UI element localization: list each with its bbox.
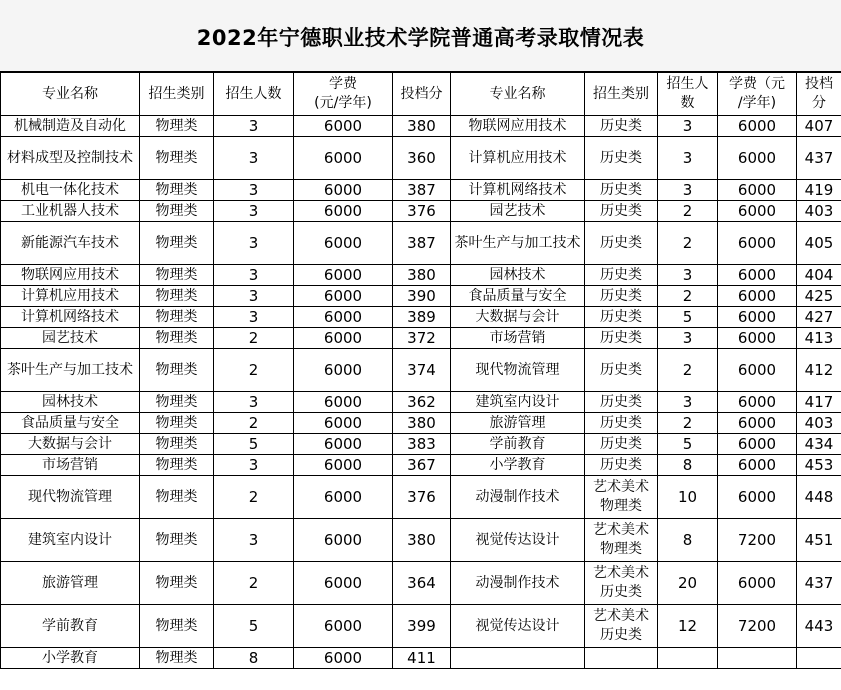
table-cell: 387 xyxy=(393,222,451,265)
table-cell: 427 xyxy=(797,307,841,328)
table-cell: 动漫制作技术 xyxy=(451,562,585,605)
table-cell: 园林技术 xyxy=(1,392,140,413)
table-cell: 3 xyxy=(214,265,294,286)
column-header: 专业名称 xyxy=(451,73,585,116)
table-cell: 6000 xyxy=(718,201,797,222)
table-row xyxy=(1,137,841,180)
table-cell: 6000 xyxy=(294,392,393,413)
table-cell: 旅游管理 xyxy=(1,562,140,605)
table-cell: 物理类 xyxy=(140,349,214,392)
table-cell: 历史类 xyxy=(585,286,658,307)
table-cell: 6000 xyxy=(718,413,797,434)
table-cell: 6000 xyxy=(294,201,393,222)
table-cell: 389 xyxy=(393,307,451,328)
table-cell: 机电一体化技术 xyxy=(1,180,140,201)
table-cell: 物理类 xyxy=(140,265,214,286)
table-cell: 市场营销 xyxy=(451,328,585,349)
table-cell: 食品质量与安全 xyxy=(451,286,585,307)
table-cell: 历史类 xyxy=(585,413,658,434)
table-cell: 6000 xyxy=(294,286,393,307)
table-cell: 362 xyxy=(393,392,451,413)
table-row xyxy=(1,392,841,413)
table-cell: 360 xyxy=(393,137,451,180)
table-cell: 计算机应用技术 xyxy=(451,137,585,180)
column-header: 投档分 xyxy=(393,73,451,116)
table-cell: 380 xyxy=(393,519,451,562)
table-cell: 历史类 xyxy=(585,392,658,413)
table-cell: 6000 xyxy=(718,222,797,265)
table-cell: 历史类 xyxy=(585,201,658,222)
table-cell: 食品质量与安全 xyxy=(1,413,140,434)
table-cell xyxy=(718,648,797,669)
table-row xyxy=(1,413,841,434)
table-cell: 视觉传达设计 xyxy=(451,605,585,648)
table-cell: 2 xyxy=(214,476,294,519)
table-cell: 376 xyxy=(393,201,451,222)
table-cell: 动漫制作技术 xyxy=(451,476,585,519)
table-cell: 372 xyxy=(393,328,451,349)
table-cell: 443 xyxy=(797,605,841,648)
table-cell: 计算机网络技术 xyxy=(1,307,140,328)
table-cell: 历史类 xyxy=(585,455,658,476)
table-cell: 376 xyxy=(393,476,451,519)
table-cell: 3 xyxy=(214,137,294,180)
table-cell: 390 xyxy=(393,286,451,307)
table-cell: 6000 xyxy=(718,116,797,137)
table-cell: 3 xyxy=(658,265,718,286)
table-cell: 物理类 xyxy=(140,137,214,180)
table-cell: 437 xyxy=(797,562,841,605)
table-cell: 6000 xyxy=(294,307,393,328)
table-cell: 建筑室内设计 xyxy=(451,392,585,413)
table-cell: 艺术美术 物理类 xyxy=(585,519,658,562)
table-cell: 物理类 xyxy=(140,519,214,562)
table-cell: 5 xyxy=(214,434,294,455)
table-cell: 历史类 xyxy=(585,222,658,265)
table-cell: 历史类 xyxy=(585,137,658,180)
table-cell: 6000 xyxy=(294,519,393,562)
table-cell: 大数据与会计 xyxy=(451,307,585,328)
table-cell: 448 xyxy=(797,476,841,519)
table-cell: 417 xyxy=(797,392,841,413)
table-cell: 8 xyxy=(658,519,718,562)
table-cell: 6000 xyxy=(294,605,393,648)
table-cell: 小学教育 xyxy=(451,455,585,476)
table-cell: 6000 xyxy=(718,455,797,476)
table-cell: 6000 xyxy=(718,307,797,328)
table-cell: 6000 xyxy=(294,476,393,519)
table-cell: 2 xyxy=(214,413,294,434)
table-cell: 3 xyxy=(214,201,294,222)
table-cell: 2 xyxy=(658,222,718,265)
table-cell: 茶叶生产与加工技术 xyxy=(451,222,585,265)
table-cell: 407 xyxy=(797,116,841,137)
table-cell: 物理类 xyxy=(140,476,214,519)
table-cell: 6000 xyxy=(294,413,393,434)
table-cell: 413 xyxy=(797,328,841,349)
table-row xyxy=(1,476,841,519)
table-cell: 历史类 xyxy=(585,307,658,328)
table-cell: 411 xyxy=(393,648,451,669)
column-header: 招生人数 xyxy=(214,73,294,116)
table-cell: 6000 xyxy=(718,180,797,201)
table-cell: 12 xyxy=(658,605,718,648)
table-cell: 3 xyxy=(214,307,294,328)
table-cell: 6000 xyxy=(718,328,797,349)
table-cell: 工业机器人技术 xyxy=(1,201,140,222)
table-cell: 3 xyxy=(658,328,718,349)
table-cell: 茶叶生产与加工技术 xyxy=(1,349,140,392)
table-cell: 7200 xyxy=(718,605,797,648)
table-row xyxy=(1,562,841,605)
table-row xyxy=(1,455,841,476)
table-cell: 小学教育 xyxy=(1,648,140,669)
table-cell: 10 xyxy=(658,476,718,519)
table-cell: 物理类 xyxy=(140,286,214,307)
table-cell: 物理类 xyxy=(140,328,214,349)
table-cell: 6000 xyxy=(718,434,797,455)
table-cell: 物理类 xyxy=(140,648,214,669)
table-cell xyxy=(797,648,841,669)
table-cell: 3 xyxy=(214,180,294,201)
table-cell: 园艺技术 xyxy=(1,328,140,349)
table-cell: 3 xyxy=(214,519,294,562)
table-cell: 历史类 xyxy=(585,349,658,392)
table-row xyxy=(1,349,841,392)
table-cell: 学前教育 xyxy=(1,605,140,648)
admission-table xyxy=(0,72,841,669)
table-cell: 材料成型及控制技术 xyxy=(1,137,140,180)
table-cell: 6000 xyxy=(718,392,797,413)
table-cell: 2 xyxy=(658,349,718,392)
table-cell: 2 xyxy=(214,562,294,605)
table-row xyxy=(1,434,841,455)
table-cell: 6000 xyxy=(294,648,393,669)
table-cell: 建筑室内设计 xyxy=(1,519,140,562)
table-cell: 5 xyxy=(658,307,718,328)
table-cell: 6000 xyxy=(294,434,393,455)
table-cell: 物理类 xyxy=(140,392,214,413)
table-cell: 451 xyxy=(797,519,841,562)
table-cell: 物理类 xyxy=(140,562,214,605)
table-cell: 3 xyxy=(658,392,718,413)
table-cell: 历史类 xyxy=(585,116,658,137)
table-cell: 6000 xyxy=(294,180,393,201)
table-cell: 374 xyxy=(393,349,451,392)
table-cell: 399 xyxy=(393,605,451,648)
table-cell: 新能源汽车技术 xyxy=(1,222,140,265)
table-cell: 6000 xyxy=(718,562,797,605)
table-cell: 380 xyxy=(393,413,451,434)
table-cell: 383 xyxy=(393,434,451,455)
table-cell: 视觉传达设计 xyxy=(451,519,585,562)
table-cell xyxy=(585,648,658,669)
table-cell: 367 xyxy=(393,455,451,476)
table-cell: 425 xyxy=(797,286,841,307)
table-cell: 6000 xyxy=(718,476,797,519)
table-cell: 405 xyxy=(797,222,841,265)
table-cell: 物理类 xyxy=(140,201,214,222)
table-cell: 物理类 xyxy=(140,180,214,201)
table-cell: 2 xyxy=(214,349,294,392)
column-header: 招生类别 xyxy=(140,73,214,116)
table-cell: 艺术美术 历史类 xyxy=(585,562,658,605)
table-cell: 3 xyxy=(214,286,294,307)
table-cell: 物理类 xyxy=(140,605,214,648)
table-cell: 6000 xyxy=(294,222,393,265)
column-header: 招生类别 xyxy=(585,73,658,116)
table-cell: 物理类 xyxy=(140,307,214,328)
table-cell: 现代物流管理 xyxy=(451,349,585,392)
table-row xyxy=(1,286,841,307)
table-cell: 园林技术 xyxy=(451,265,585,286)
table-cell: 机械制造及自动化 xyxy=(1,116,140,137)
table-cell xyxy=(451,648,585,669)
table-row xyxy=(1,265,841,286)
table-cell: 2 xyxy=(658,286,718,307)
column-header: 投档 分 xyxy=(797,73,841,116)
table-cell: 403 xyxy=(797,413,841,434)
title-bar xyxy=(0,0,841,72)
table-cell: 历史类 xyxy=(585,328,658,349)
table-cell: 3 xyxy=(214,222,294,265)
table-cell: 物理类 xyxy=(140,116,214,137)
table-cell: 3 xyxy=(658,116,718,137)
table-cell: 434 xyxy=(797,434,841,455)
table-row xyxy=(1,222,841,265)
column-header: 学费（元 /学年) xyxy=(718,73,797,116)
table-cell: 计算机应用技术 xyxy=(1,286,140,307)
table-cell: 2 xyxy=(658,413,718,434)
table-cell: 物联网应用技术 xyxy=(1,265,140,286)
table-row xyxy=(1,519,841,562)
table-header-row xyxy=(1,73,841,116)
table-cell: 6000 xyxy=(718,349,797,392)
table-cell: 3 xyxy=(214,116,294,137)
table-cell: 历史类 xyxy=(585,265,658,286)
table-cell: 8 xyxy=(658,455,718,476)
table-row xyxy=(1,328,841,349)
table-cell: 380 xyxy=(393,116,451,137)
table-cell: 3 xyxy=(214,392,294,413)
table-cell: 市场营销 xyxy=(1,455,140,476)
table-cell: 6000 xyxy=(718,137,797,180)
column-header: 学费 (元/学年) xyxy=(294,73,393,116)
table-row xyxy=(1,201,841,222)
table-cell: 419 xyxy=(797,180,841,201)
table-cell xyxy=(658,648,718,669)
table-row xyxy=(1,180,841,201)
table-cell: 6000 xyxy=(294,137,393,180)
table-cell: 2 xyxy=(214,328,294,349)
table-cell: 20 xyxy=(658,562,718,605)
table-cell: 物联网应用技术 xyxy=(451,116,585,137)
table-row xyxy=(1,307,841,328)
column-header: 招生人 数 xyxy=(658,73,718,116)
table-cell: 412 xyxy=(797,349,841,392)
table-row xyxy=(1,648,841,669)
table-cell: 现代物流管理 xyxy=(1,476,140,519)
table-cell: 380 xyxy=(393,265,451,286)
table-cell: 6000 xyxy=(294,116,393,137)
table-cell: 404 xyxy=(797,265,841,286)
table-cell: 物理类 xyxy=(140,455,214,476)
table-cell: 403 xyxy=(797,201,841,222)
table-cell: 大数据与会计 xyxy=(1,434,140,455)
table-cell: 艺术美术 历史类 xyxy=(585,605,658,648)
table-row xyxy=(1,605,841,648)
table-cell: 364 xyxy=(393,562,451,605)
page-title: 2022年宁德职业技术学院普通高考录取情况表 xyxy=(196,25,645,50)
table-cell: 历史类 xyxy=(585,434,658,455)
table-cell: 453 xyxy=(797,455,841,476)
table-cell: 3 xyxy=(214,455,294,476)
table-cell: 物理类 xyxy=(140,222,214,265)
table-cell: 6000 xyxy=(294,328,393,349)
table-cell: 6000 xyxy=(294,265,393,286)
table-cell: 387 xyxy=(393,180,451,201)
table-cell: 6000 xyxy=(294,349,393,392)
column-header: 专业名称 xyxy=(1,73,140,116)
table-cell: 7200 xyxy=(718,519,797,562)
table-cell: 艺术美术 物理类 xyxy=(585,476,658,519)
table-cell: 5 xyxy=(658,434,718,455)
table-row xyxy=(1,116,841,137)
table-body xyxy=(1,116,841,669)
table-cell: 3 xyxy=(658,180,718,201)
table-cell: 437 xyxy=(797,137,841,180)
table-cell: 3 xyxy=(658,137,718,180)
table-cell: 物理类 xyxy=(140,434,214,455)
table-cell: 6000 xyxy=(718,286,797,307)
table-cell: 园艺技术 xyxy=(451,201,585,222)
table-cell: 6000 xyxy=(294,562,393,605)
table-cell: 旅游管理 xyxy=(451,413,585,434)
table-cell: 计算机网络技术 xyxy=(451,180,585,201)
table-cell: 学前教育 xyxy=(451,434,585,455)
table-cell: 6000 xyxy=(718,265,797,286)
table-cell: 物理类 xyxy=(140,413,214,434)
table-cell: 5 xyxy=(214,605,294,648)
table-cell: 历史类 xyxy=(585,180,658,201)
table-cell: 8 xyxy=(214,648,294,669)
table-cell: 6000 xyxy=(294,455,393,476)
table-cell: 2 xyxy=(658,201,718,222)
